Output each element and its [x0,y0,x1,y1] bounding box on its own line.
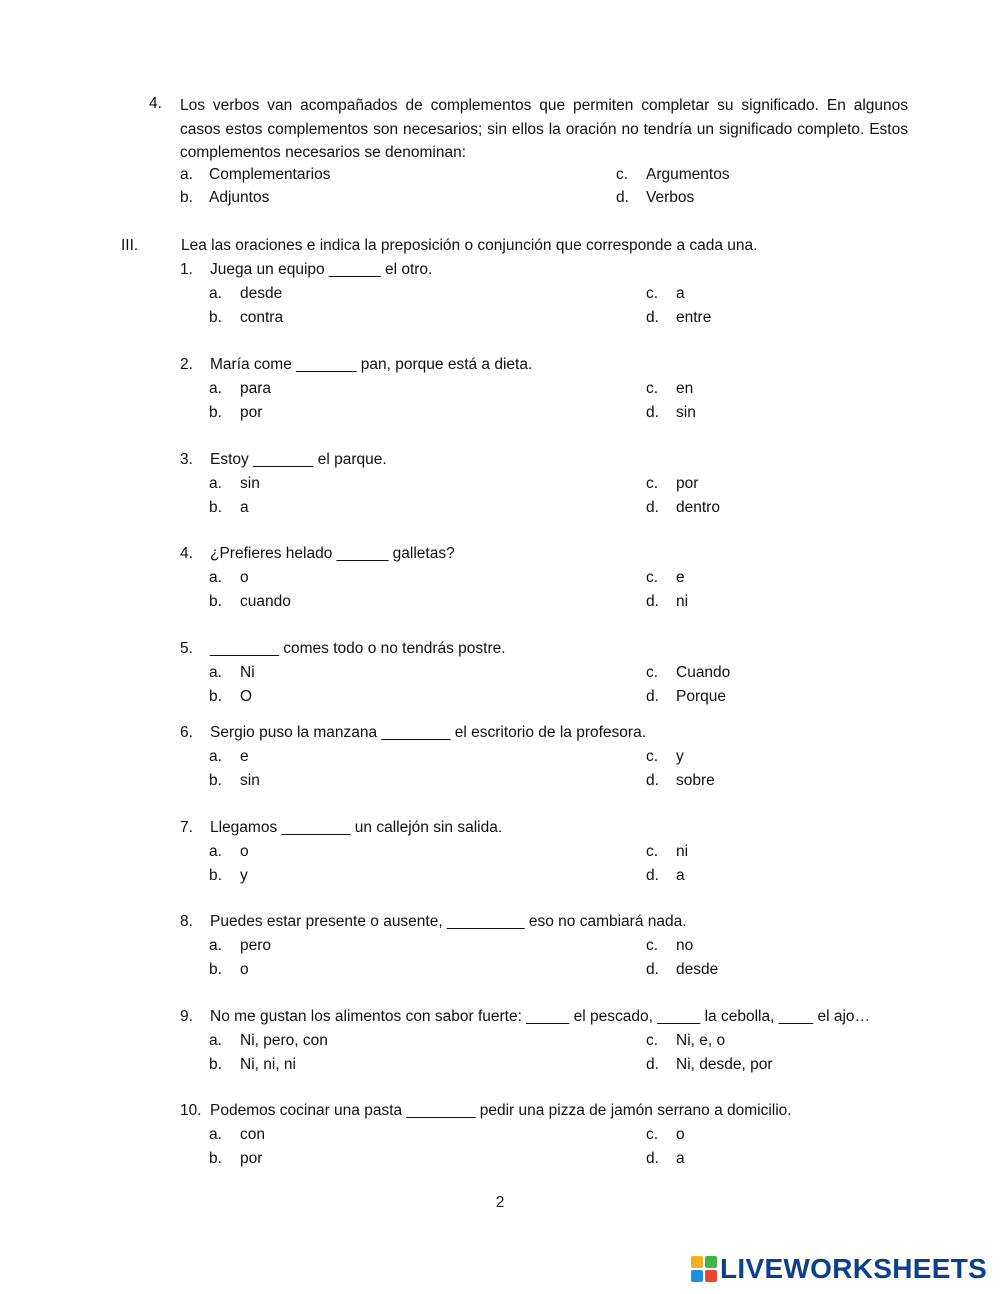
question-number: 3. [180,451,193,468]
option-letter: a. [209,1126,222,1143]
answer-option[interactable]: e [240,748,249,765]
option-letter: d. [646,867,659,884]
option-letter: b. [209,688,222,705]
answer-option[interactable]: a [676,285,685,302]
answer-option[interactable]: o [240,843,249,860]
section-roman-numeral: III. [121,237,139,254]
option-letter: a. [209,664,222,681]
question-text: Llegamos ________ un callejón sin salida. [210,819,503,836]
answer-option[interactable]: desde [676,961,719,978]
question-number: 7. [180,819,193,836]
section-instruction: Lea las oraciones e indica la preposición o conjunción que corresponde a cada una. [181,237,758,254]
answer-option[interactable]: a [240,499,249,516]
q4-option-c[interactable]: Argumentos [646,166,730,183]
question-number: 8. [180,913,193,930]
answer-option[interactable]: por [676,475,699,492]
question-number: 4. [180,545,193,562]
question-text: No me gustan los alimentos con sabor fuerte: _____ el pescado, _____ la cebolla, ____ el ajo… [210,1008,871,1025]
option-letter: c. [646,664,659,681]
answer-option[interactable]: por [240,404,263,421]
question-number: 1. [180,261,193,278]
answer-option[interactable]: sin [676,404,696,421]
question-text: Sergio puso la manzana ________ el escritorio de la profesora. [210,724,646,741]
answer-option[interactable]: Ni, pero, con [240,1032,328,1049]
question-text: María come _______ pan, porque está a dieta. [210,356,533,373]
option-letter: d. [646,688,659,705]
answer-option[interactable]: no [676,937,694,954]
option-letter: c. [646,1126,659,1143]
question-number: 5. [180,640,193,657]
option-letter: b. [209,499,222,516]
option-letter: a. [209,843,222,860]
answer-option[interactable]: Cuando [676,664,731,681]
answer-option[interactable]: O [240,688,253,705]
answer-option[interactable]: a [676,867,685,884]
answer-option[interactable]: a [676,1150,685,1167]
q4-option-a-letter: a. [180,166,193,183]
option-letter: c. [646,843,659,860]
q4-option-b[interactable]: Adjuntos [209,189,270,206]
question-4-number: 4. [149,95,162,112]
answer-option[interactable]: Ni, ni, ni [240,1056,296,1073]
answer-option[interactable]: o [676,1126,685,1143]
option-letter: a. [209,937,222,954]
answer-option[interactable]: por [240,1150,263,1167]
answer-option[interactable]: en [676,380,694,397]
option-letter: b. [209,593,222,610]
option-letter: b. [209,1056,222,1073]
question-text: Juega un equipo ______ el otro. [210,261,433,278]
answer-option[interactable]: sin [240,772,260,789]
option-letter: c. [646,1032,659,1049]
option-letter: b. [209,404,222,421]
answer-option[interactable]: y [676,748,684,765]
option-letter: a. [209,380,222,397]
question-text: Puedes estar presente o ausente, _________ eso no cambiará nada. [210,913,687,930]
option-letter: b. [209,772,222,789]
liveworksheets-logo [691,1253,987,1285]
question-number: 9. [180,1008,193,1025]
question-text: Podemos cocinar una pasta ________ pedir una pizza de jamón serrano a domicilio. [210,1102,792,1119]
question-number: 6. [180,724,193,741]
answer-option[interactable]: pero [240,937,272,954]
answer-option[interactable]: Ni [240,664,255,681]
option-letter: c. [646,380,659,397]
question-text: ________ comes todo o no tendrás postre. [210,640,506,657]
option-letter: a. [209,569,222,586]
option-letter: d. [646,1150,659,1167]
answer-option[interactable]: sin [240,475,260,492]
option-letter: d. [646,404,659,421]
option-letter: d. [646,772,659,789]
answer-option[interactable]: Ni, e, o [676,1032,726,1049]
option-letter: b. [209,1150,222,1167]
option-letter: a. [209,475,222,492]
answer-option[interactable]: contra [240,309,284,326]
option-letter: d. [646,961,659,978]
option-letter: b. [209,961,222,978]
option-letter: d. [646,1056,659,1073]
option-letter: c. [646,937,659,954]
answer-option[interactable]: entre [676,309,712,326]
q4-option-d-letter: d. [616,189,629,206]
option-letter: c. [646,285,659,302]
option-letter: a. [209,1032,222,1049]
q4-option-a[interactable]: Complementarios [209,166,331,183]
logo-cube-icon [691,1256,718,1283]
option-letter: c. [646,569,659,586]
option-letter: c. [646,475,659,492]
q4-option-c-letter: c. [616,166,629,183]
question-number: 2. [180,356,193,373]
option-letter: d. [646,309,659,326]
option-letter: d. [646,593,659,610]
option-letter: b. [209,867,222,884]
answer-option[interactable]: dentro [676,499,720,516]
page-number: 2 [495,1194,505,1211]
answer-option[interactable]: o [240,569,249,586]
option-letter: a. [209,285,222,302]
q4-option-b-letter: b. [180,189,193,206]
answer-option[interactable]: Ni, desde, por [676,1056,773,1073]
question-4-text: Los verbos van acompañados de complementos que permiten completar su significado. En algunos casos estos complementos son necesarios; sin ellos la oración no tendría un significado completo. Estos complementos necesarios se denominan: [180,97,908,162]
answer-option[interactable]: con [240,1126,265,1143]
answer-option[interactable]: e [676,569,685,586]
answer-option[interactable]: sobre [676,772,715,789]
question-number: 10. [180,1102,202,1119]
answer-option[interactable]: Porque [676,688,726,705]
answer-option[interactable]: y [240,867,248,884]
option-letter: d. [646,499,659,516]
answer-option[interactable]: o [240,961,249,978]
answer-option[interactable]: desde [240,285,283,302]
logo-text: LIVEWORKSHEETS [720,1253,988,1284]
answer-option[interactable]: para [240,380,272,397]
question-text: ¿Prefieres helado ______ galletas? [210,545,455,562]
q4-option-d[interactable]: Verbos [646,189,695,206]
answer-option[interactable]: ni [676,843,689,860]
answer-option[interactable]: ni [676,593,689,610]
option-letter: b. [209,309,222,326]
answer-option[interactable]: cuando [240,593,291,610]
option-letter: a. [209,748,222,765]
question-text: Estoy _______ el parque. [210,451,387,468]
option-letter: c. [646,748,659,765]
